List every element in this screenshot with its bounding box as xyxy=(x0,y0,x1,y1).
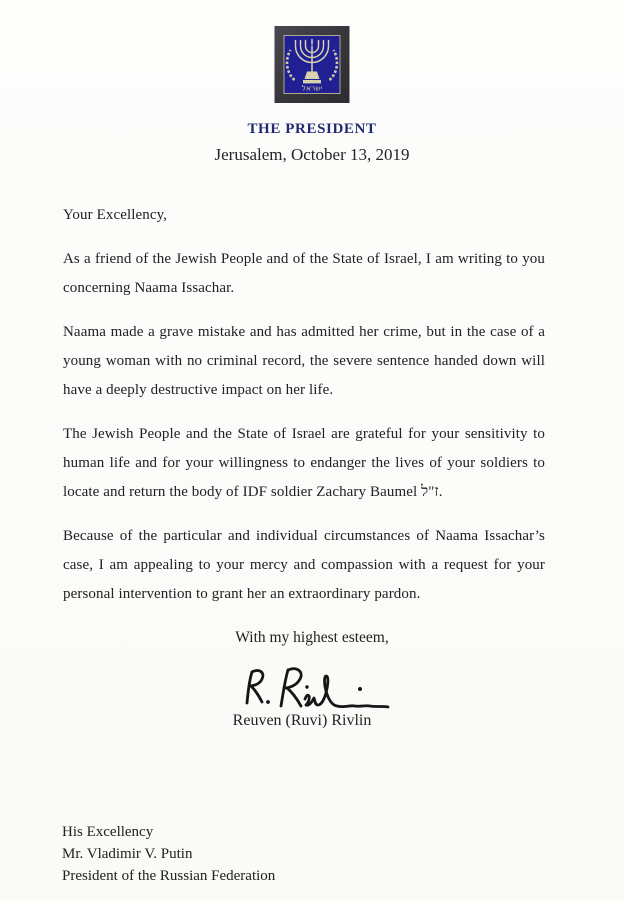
paragraph-line: personal intervention to grant her an extraordinary pardon. xyxy=(63,586,421,602)
paragraph-4 xyxy=(63,522,545,609)
signer-name: Reuven (Ruvi) Rivlin xyxy=(232,712,372,729)
paragraph-line: young woman with no criminal record, the severe sentence handed down will xyxy=(63,353,545,369)
paragraph-line: As a friend of the Jewish People and of the State of Israel, I am writing to you xyxy=(63,251,545,267)
signature-icon xyxy=(238,665,396,715)
letter-body xyxy=(63,201,545,624)
israel-emblem-icon xyxy=(275,26,350,103)
paragraph-line: Because of the particular and individual circumstances of Naama Issachar’s xyxy=(63,528,545,544)
recipient-line: His Excellency xyxy=(62,824,154,840)
dateline: Jerusalem, October 13, 2019 xyxy=(214,145,410,164)
recipient-line: President of the Russian Federation xyxy=(62,868,276,884)
israel-state-emblem xyxy=(275,26,350,108)
recipient-address xyxy=(62,821,275,887)
paragraph-line: case, I am appealing to your mercy and compassion with a request for your xyxy=(63,557,545,573)
recipient-line: Mr. Vladimir V. Putin xyxy=(62,846,193,862)
emblem-hebrew-label: ישראל xyxy=(301,83,323,93)
closing-salutation: With my highest esteem, xyxy=(235,629,389,646)
paragraph-1 xyxy=(63,245,545,303)
paragraph-line: Naama made a grave mistake and has admitted her crime, but in the case of a xyxy=(63,324,545,340)
paragraph-line: have a deeply destructive impact on her life. xyxy=(63,382,334,398)
paragraph-line: human life and for your willingness to endanger the lives of your soldiers to xyxy=(63,455,545,471)
paragraph-line: The Jewish People and the State of Israel are grateful for your sensitivity to xyxy=(63,426,545,442)
salutation xyxy=(63,201,545,230)
paragraph-line: locate and return the body of IDF soldier Zachary Baumel ז"ל. xyxy=(63,484,443,500)
paragraph-3 xyxy=(63,420,545,507)
paragraph-2 xyxy=(63,318,545,405)
salutation-text: Your Excellency, xyxy=(63,207,168,223)
paragraph-line: concerning Naama Issachar. xyxy=(63,280,235,296)
presidential-letterhead-title: THE PRESIDENT xyxy=(247,121,377,137)
